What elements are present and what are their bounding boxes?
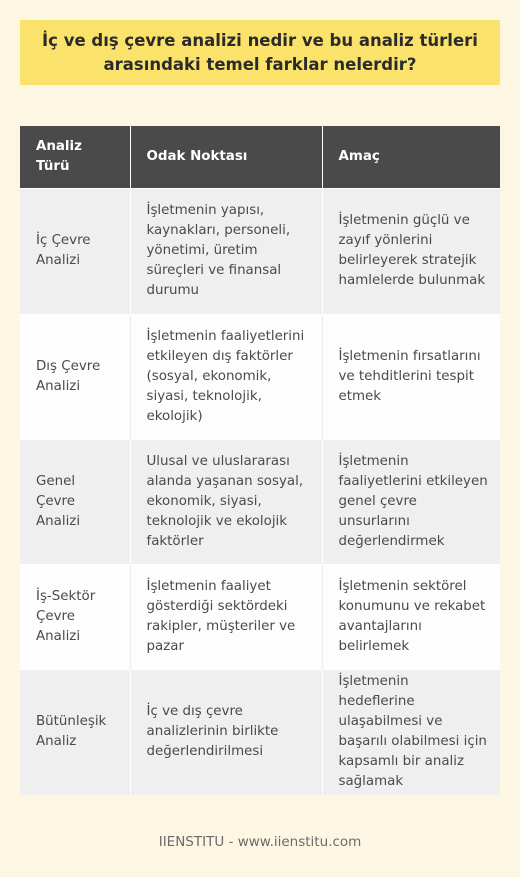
table-row bbox=[20, 188, 500, 314]
cell-focus: İç ve dış çevre analizlerinin birlikte değerlendirilmesi bbox=[130, 669, 322, 795]
header-focus: Odak Noktası bbox=[130, 126, 322, 188]
cell-focus: İşletmenin faaliyetlerini etkileyen dış faktörler (sosyal, ekonomik, siyasi, teknolojik, ekolojik) bbox=[130, 314, 322, 439]
cell-focus: Ulusal ve uluslararası alanda yaşanan sosyal, ekonomik, siyasi, teknolojik ve ekolojik faktörler bbox=[130, 439, 322, 564]
cell-goal: İşletmenin fırsatlarını ve tehditlerini tespit etmek bbox=[322, 314, 500, 439]
cell-analysis-type: Bütünleşik Analiz bbox=[20, 669, 130, 795]
title-banner bbox=[20, 20, 500, 85]
cell-focus: İşletmenin faaliyet gösterdiği sektördeki rakipler, müşteriler ve pazar bbox=[130, 564, 322, 669]
table-row bbox=[20, 669, 500, 795]
cell-analysis-type: İç Çevre Analizi bbox=[20, 188, 130, 314]
comparison-table bbox=[20, 126, 500, 795]
cell-goal: İşletmenin sektörel konumunu ve rekabet avantajlarını belirlemek bbox=[322, 564, 500, 669]
header-analysis-type: Analiz Türü bbox=[20, 126, 130, 188]
table-row bbox=[20, 439, 500, 564]
cell-goal: İşletmenin faaliyetlerini etkileyen genel çevre unsurlarını değerlendirmek bbox=[322, 439, 500, 564]
cell-analysis-type: Genel Çevre Analizi bbox=[20, 439, 130, 564]
cell-goal: İşletmenin güçlü ve zayıf yönlerini belirleyerek stratejik hamlelerde bulunmak bbox=[322, 188, 500, 314]
cell-analysis-type: Dış Çevre Analizi bbox=[20, 314, 130, 439]
cell-analysis-type: İş-Sektör Çevre Analizi bbox=[20, 564, 130, 669]
cell-goal: İşletmenin hedeflerine ulaşabilmesi ve başarılı olabilmesi için kapsamlı bir analiz sağlamak bbox=[322, 669, 500, 795]
header-goal: Amaç bbox=[322, 126, 500, 188]
cell-focus: İşletmenin yapısı, kaynakları, personeli, yönetimi, üretim süreçleri ve finansal durumu bbox=[130, 188, 322, 314]
footer-credit: IIENSTITU - www.iienstitu.com bbox=[158, 834, 362, 850]
table-row bbox=[20, 564, 500, 669]
table-header-row bbox=[20, 126, 500, 188]
table-row bbox=[20, 314, 500, 439]
page-title: İç ve dış çevre analizi nedir ve bu analiz türleri arasındaki temel farklar nelerdir? bbox=[42, 30, 478, 74]
